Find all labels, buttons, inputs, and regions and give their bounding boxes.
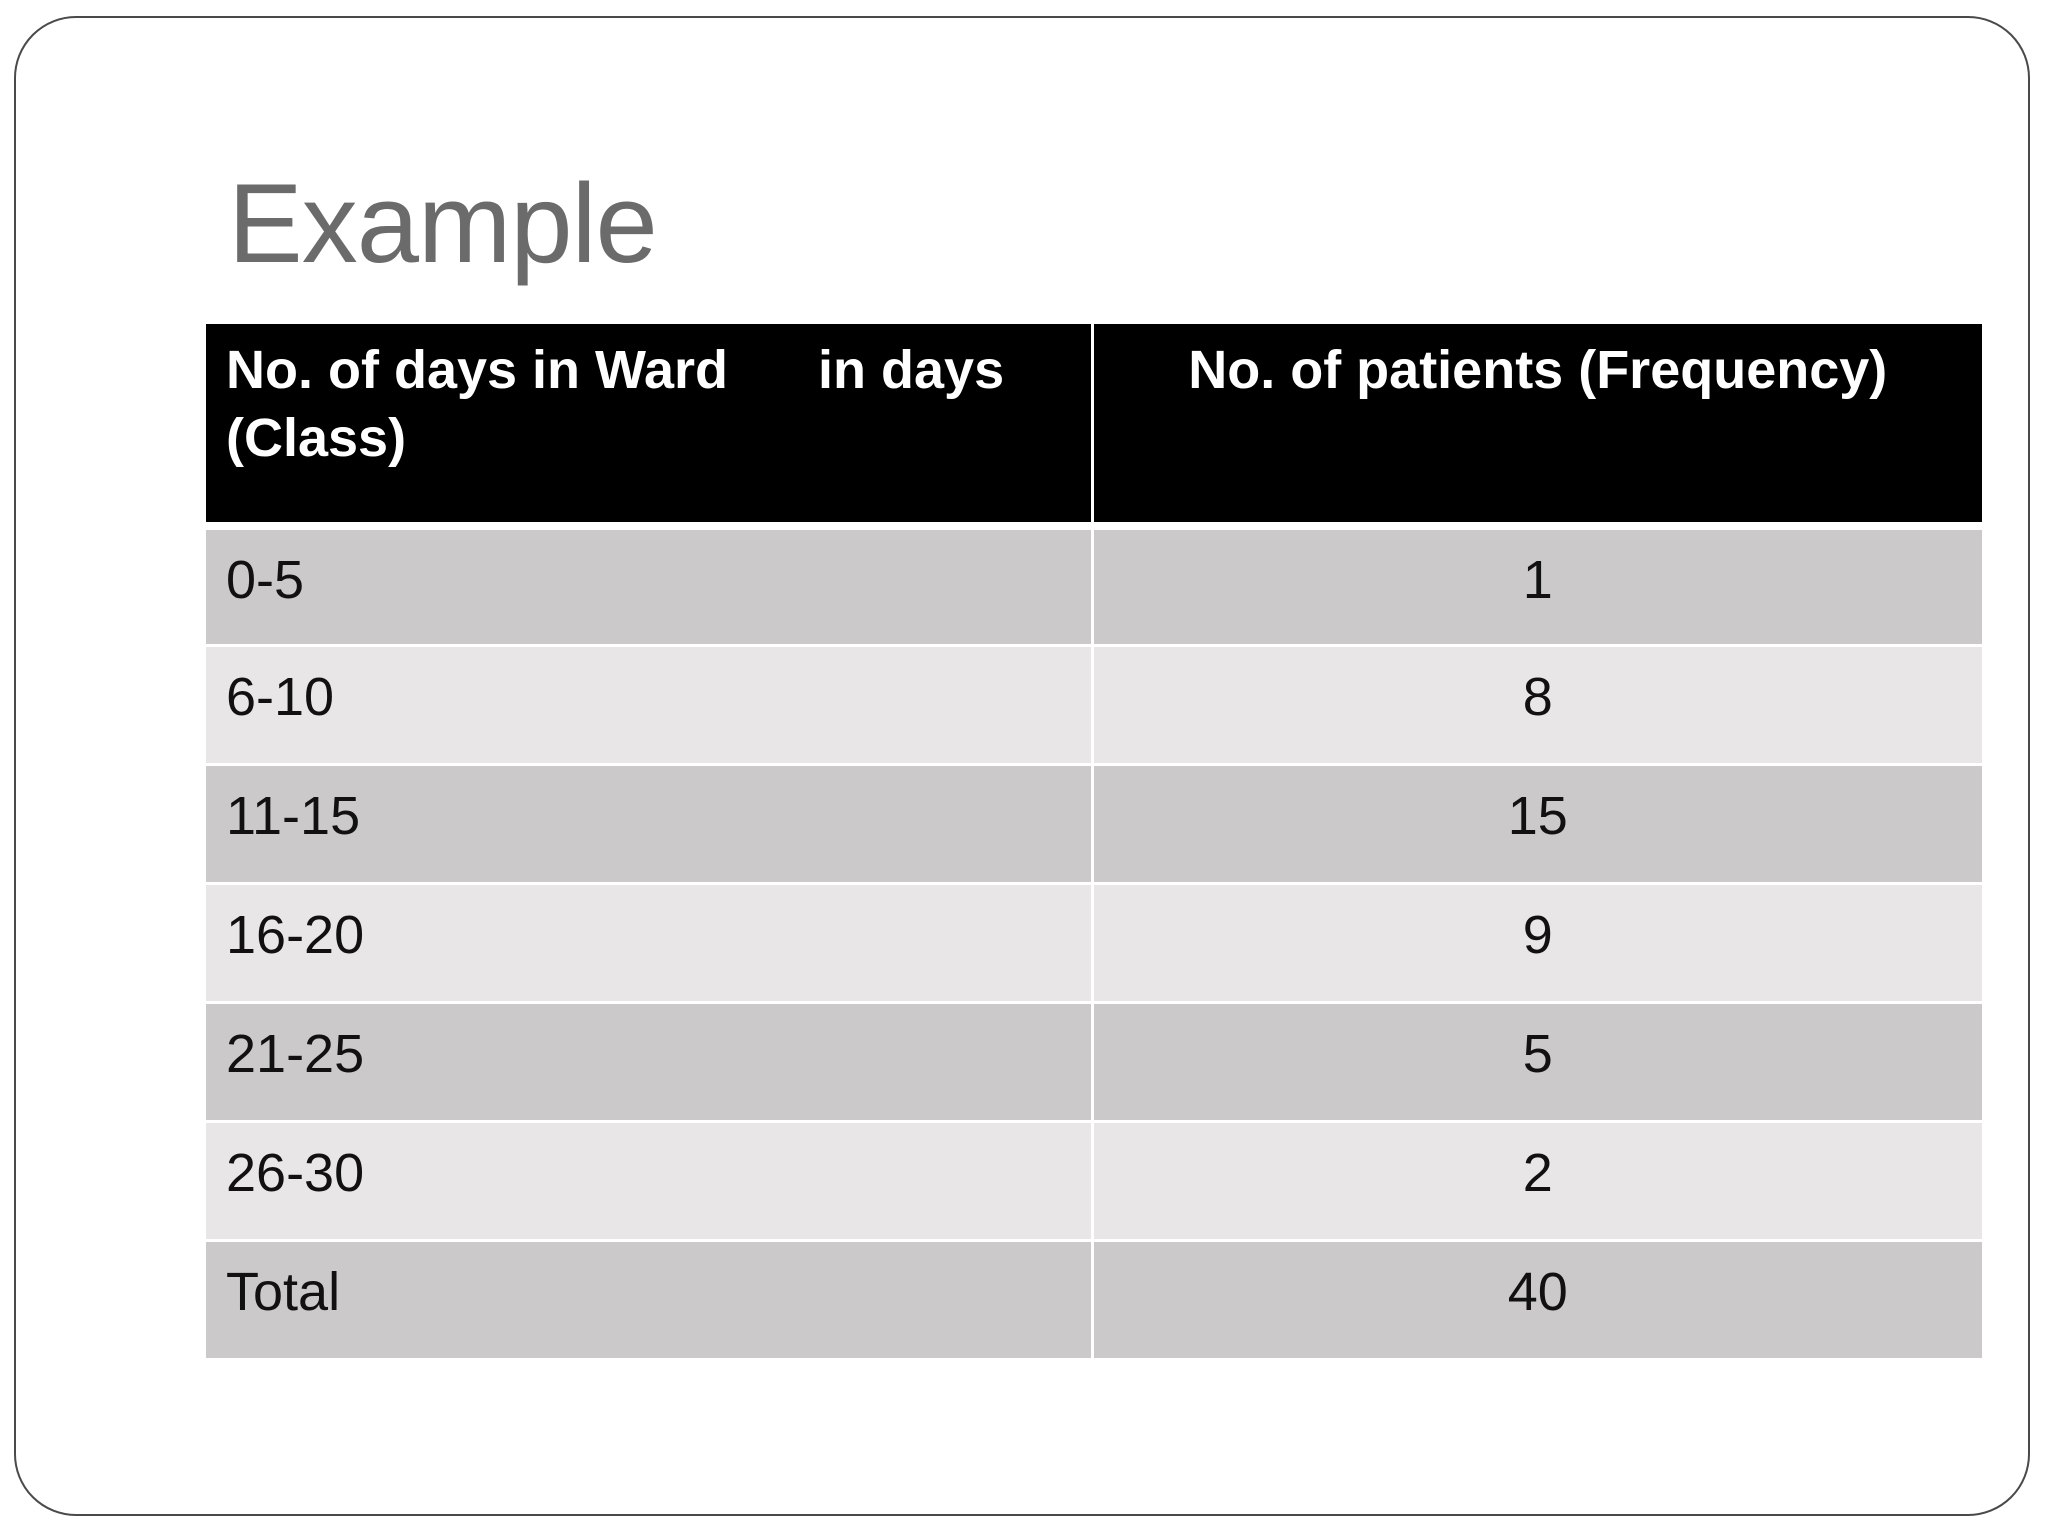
table-row	[206, 526, 1982, 645]
table-row	[206, 1002, 1982, 1121]
cell-frequency: 15	[1092, 764, 1982, 883]
table-row-total	[206, 1240, 1982, 1359]
cell-class: 11-15	[206, 764, 1092, 883]
cell-frequency-total: 40	[1092, 1240, 1982, 1359]
table-header-row	[206, 324, 1982, 526]
cell-frequency: 8	[1092, 645, 1982, 764]
table-row	[206, 764, 1982, 883]
cell-class: 0-5	[206, 526, 1092, 645]
cell-class: 26-30	[206, 1121, 1092, 1240]
header-frequency: No. of patients (Frequency)	[1092, 324, 1982, 526]
cell-frequency: 9	[1092, 883, 1982, 1002]
cell-frequency: 5	[1092, 1002, 1982, 1121]
table-row	[206, 1121, 1982, 1240]
header-class: No. of days in Ward in days (Class)	[206, 324, 1092, 526]
cell-frequency: 2	[1092, 1121, 1982, 1240]
cell-class: 6-10	[206, 645, 1092, 764]
slide-title: Example	[228, 161, 657, 286]
cell-class: 21-25	[206, 1002, 1092, 1121]
cell-class-total: Total	[206, 1240, 1092, 1359]
table-row	[206, 883, 1982, 1002]
table-row	[206, 645, 1982, 764]
cell-class: 16-20	[206, 883, 1092, 1002]
frequency-table	[206, 324, 1982, 1361]
cell-frequency: 1	[1092, 526, 1982, 645]
